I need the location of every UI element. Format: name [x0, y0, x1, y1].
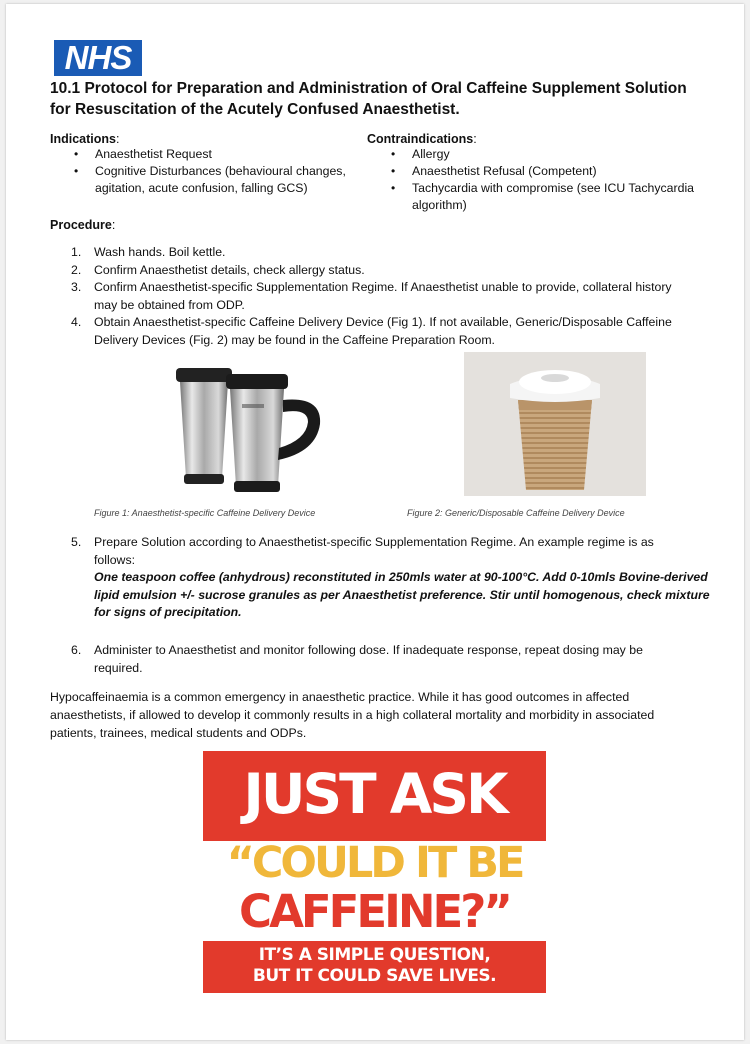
poster-line-2: “COULD IT BE [226, 838, 523, 888]
contraindications-heading: Contraindications: [367, 132, 477, 146]
poster-line-1: JUST ASK [243, 762, 506, 826]
title-line-1: 10.1 Protocol for Preparation and Administration of Oral Caffeine Supplement Solution [50, 80, 687, 97]
procedure-step: 6. Administer to Anaesthetist and monitor following dose. If inadequate response, repeat dosing may be required. [71, 643, 643, 675]
procedure-step: 1. Wash hands. Boil kettle. [71, 245, 226, 259]
indication-item-cont: agitation, acute confusion, falling GCS) [95, 181, 308, 195]
poster-line-3: CAFFEINE?” [239, 885, 510, 938]
procedure-step: 2. Confirm Anaesthetist details, check allergy status. [71, 262, 365, 277]
figure-2-caption: Figure 2: Generic/Disposable Caffeine Delivery Device [407, 508, 625, 518]
contraindication-item: • Allergy [367, 146, 717, 163]
contraindication-item: • Tachycardia with compromise (see ICU Tachycardia [367, 180, 717, 197]
indications-section [50, 132, 350, 197]
indications-heading: Indications: [50, 132, 120, 146]
paragraph-line: anaesthetists, if allowed to develop it commonly results in a high collateral mortality and morbidity in associated [50, 708, 655, 722]
document-page [6, 4, 744, 1040]
procedure-steps-continued [50, 534, 730, 622]
procedure-steps [50, 244, 730, 349]
procedure-step-6 [50, 642, 730, 677]
procedure-step: 3. Confirm Anaesthetist-specific Supplementation Regime. If Anaesthetist unable to provide, collateral history may be obtained from ODP. [71, 280, 672, 312]
contraindications-section [367, 132, 717, 214]
contraindication-item: • Anaesthetist Refusal (Competent) [367, 163, 717, 180]
procedure-heading: Procedure: [50, 218, 116, 232]
contraindications-list [367, 146, 717, 214]
contraindication-item-cont: algorithm) [412, 198, 467, 212]
paper-cup-image [464, 352, 646, 496]
indications-list [50, 146, 350, 197]
document-title [50, 78, 710, 120]
just-ask-poster [203, 751, 546, 993]
procedure-step: 4. Obtain Anaesthetist-specific Caffeine Delivery Device (Fig 1). If not available, Generic/Disposable Caffeine Delivery Devices (Fig. 2) may be found in the Caffeine Preparation Room. [71, 315, 672, 347]
procedure-step: 5. Prepare Solution according to Anaesthetist-specific Supplementation Regime. An example regime is as follows: One teaspoon coffee (anhydrous) reconstituted in 250mls water at 90-100°C. Add 0-10mls Bovine-derived lipid emulsion +/- sucrose granules as per Anaesthetist preference. Stir until homogenous, check mixture for signs of precipitation. [71, 535, 710, 619]
paragraph-line: patients, trainees, medical students and ODPs. [50, 726, 307, 740]
paper-cup-icon [464, 352, 646, 496]
travel-mugs-image [162, 360, 332, 500]
title-line-2: for Resuscitation of the Acutely Confused Anaesthetist. [50, 101, 460, 118]
poster-line-4: IT’S A SIMPLE QUESTION, [258, 945, 491, 965]
example-regime: One teaspoon coffee (anhydrous) reconstituted in 250mls water at 90-100°C. Add 0-10mls Bovine-derived lipid emulsion +/- sucrose granules as per Anaesthetist preference. Stir until homogenous, check mixture for signs of precipitation. [94, 570, 710, 619]
indication-item: • Cognitive Disturbances (behavioural changes, [50, 163, 350, 180]
poster-line-5: BUT IT COULD SAVE LIVES. [252, 966, 497, 986]
nhs-logo: NHS [54, 40, 142, 76]
figure-1-caption: Figure 1: Anaesthetist-specific Caffeine Delivery Device [94, 508, 316, 518]
hypocaffeinaemia-paragraph [50, 688, 700, 742]
paragraph-line: Hypocaffeinaemia is a common emergency in anaesthetic practice. While it has good outcomes in affected [50, 690, 630, 704]
indication-item: • Anaesthetist Request [50, 146, 350, 163]
